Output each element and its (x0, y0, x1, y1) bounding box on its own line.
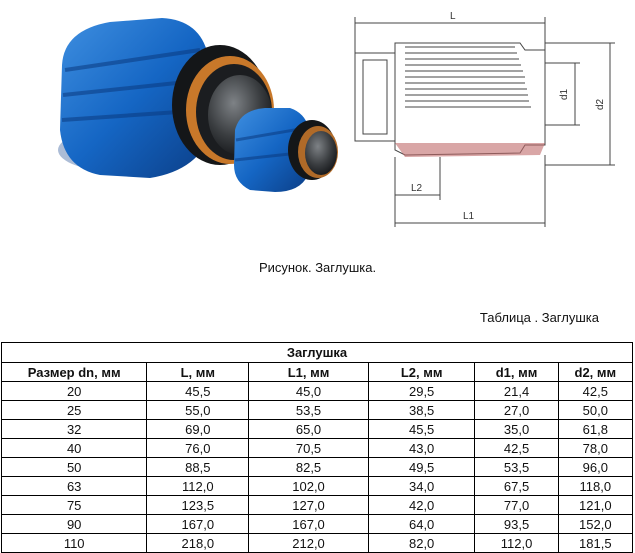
column-header-d1: d1, мм (475, 363, 558, 382)
table-cell: 25 (2, 401, 147, 420)
table-cell: 69,0 (147, 420, 249, 439)
table-row (2, 439, 633, 458)
small-fitting-image (234, 108, 338, 192)
table-cell: 53,5 (249, 401, 369, 420)
table-row (2, 420, 633, 439)
column-header-size: Размер dn, мм (2, 363, 147, 382)
table-cell: 121,0 (558, 496, 632, 515)
table-cell: 167,0 (147, 515, 249, 534)
column-header-L2: L2, мм (368, 363, 475, 382)
figure-caption: Рисунок. Заглушка. (258, 260, 377, 275)
table-cell: 42,5 (475, 439, 558, 458)
table-cell: 34,0 (368, 477, 475, 496)
table-cell: 40 (2, 439, 147, 458)
dim-label-d1: d1 (559, 88, 570, 100)
table-cell: 218,0 (147, 534, 249, 553)
table-cell: 212,0 (249, 534, 369, 553)
table-cell: 42,0 (368, 496, 475, 515)
table-cell: 96,0 (558, 458, 632, 477)
table-cell: 167,0 (249, 515, 369, 534)
table-cell: 55,0 (147, 401, 249, 420)
table-row (2, 458, 633, 477)
table-caption: Таблица . Заглушка (479, 310, 599, 325)
table-cell: 21,4 (475, 382, 558, 401)
column-header-L1: L1, мм (249, 363, 369, 382)
table-cell: 75 (2, 496, 147, 515)
table-cell: 53,5 (475, 458, 558, 477)
table-cell: 88,5 (147, 458, 249, 477)
table-row (2, 515, 633, 534)
table-body (2, 382, 633, 553)
table-cell: 76,0 (147, 439, 249, 458)
table-cell: 93,5 (475, 515, 558, 534)
table-cell: 45,5 (147, 382, 249, 401)
table-cell: 27,0 (475, 401, 558, 420)
table-cell: 67,5 (475, 477, 558, 496)
table-cell: 110 (2, 534, 147, 553)
dimensions-table (1, 342, 633, 553)
dim-label-L1: L1 (463, 211, 475, 222)
table-cell: 77,0 (475, 496, 558, 515)
table-cell: 181,5 (558, 534, 632, 553)
table-cell: 49,5 (368, 458, 475, 477)
table-cell: 118,0 (558, 477, 632, 496)
dim-label-d2: d2 (595, 98, 606, 110)
column-header-L: L, мм (147, 363, 249, 382)
table-cell: 20 (2, 382, 147, 401)
table-cell: 64,0 (368, 515, 475, 534)
table-cell: 102,0 (249, 477, 369, 496)
table-cell: 35,0 (475, 420, 558, 439)
table-row (2, 401, 633, 420)
column-header-d2: d2, мм (558, 363, 632, 382)
table-cell: 112,0 (147, 477, 249, 496)
table-cell: 38,5 (368, 401, 475, 420)
table-cell: 50 (2, 458, 147, 477)
table-cell: 63 (2, 477, 147, 496)
product-photo (50, 10, 340, 210)
table-cell: 45,5 (368, 420, 475, 439)
technical-drawing (345, 5, 630, 240)
table-cell: 90 (2, 515, 147, 534)
table-row (2, 534, 633, 553)
table-row (2, 477, 633, 496)
table-cell: 123,5 (147, 496, 249, 515)
table-cell: 112,0 (475, 534, 558, 553)
table-cell: 42,5 (558, 382, 632, 401)
table-row (2, 382, 633, 401)
table-cell: 152,0 (558, 515, 632, 534)
table-cell: 82,5 (249, 458, 369, 477)
table-cell: 82,0 (368, 534, 475, 553)
table-cell: 65,0 (249, 420, 369, 439)
dim-label-L: L (450, 11, 456, 22)
table-cell: 32 (2, 420, 147, 439)
table-header-row (2, 363, 633, 382)
table-cell: 70,5 (249, 439, 369, 458)
table-title: Заглушка (2, 343, 633, 363)
table-cell: 61,8 (558, 420, 632, 439)
table-cell: 29,5 (368, 382, 475, 401)
table-cell: 50,0 (558, 401, 632, 420)
table-cell: 43,0 (368, 439, 475, 458)
table-cell: 45,0 (249, 382, 369, 401)
table-cell: 127,0 (249, 496, 369, 515)
table-cell: 78,0 (558, 439, 632, 458)
table-row (2, 496, 633, 515)
dim-label-L2: L2 (411, 183, 423, 194)
